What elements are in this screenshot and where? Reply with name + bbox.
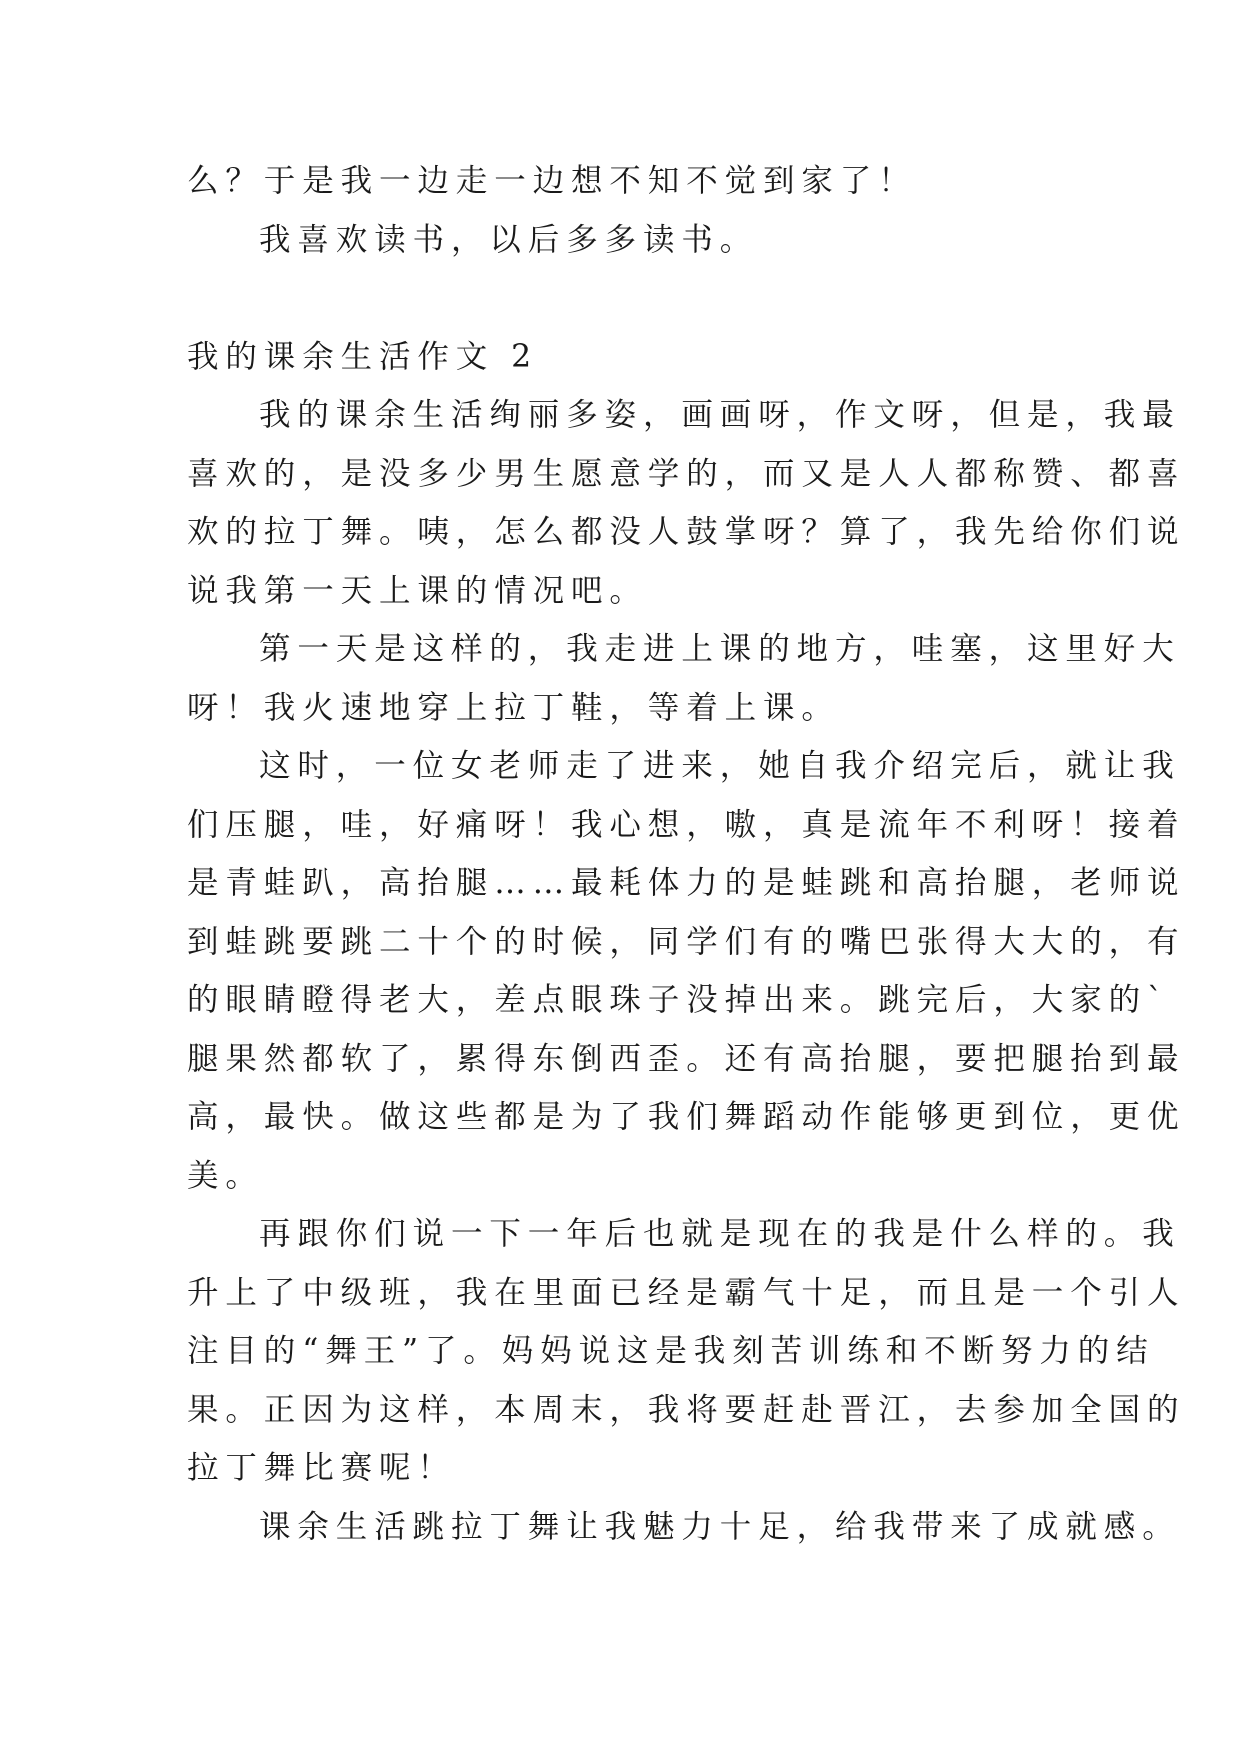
text-line: 我喜欢读书，以后多多读书。 — [259, 221, 759, 258]
paragraph — [187, 1205, 1186, 1498]
text-line: 们压腿，哇，好痛呀！我心想，嗷，真是流年不利呀！接着 — [187, 806, 1186, 843]
blank-line — [187, 269, 1067, 328]
document-body — [187, 152, 1186, 1556]
text-line: 高，最快。做这些都是为了我们舞蹈动作能够更到位，更优 — [187, 1099, 1186, 1135]
paragraph — [187, 386, 1186, 620]
text-line: 说我第一天上课的情况吧。 — [187, 572, 648, 609]
paragraph — [187, 620, 1181, 737]
paragraph — [187, 1498, 1181, 1557]
text-line: 是青蛙趴，高抬腿……最耗体力的是蛙跳和高抬腿，老师说 — [187, 865, 1186, 901]
text-line: 呀！我火速地穿上拉丁鞋，等着上课。 — [187, 689, 840, 726]
text-line: 美。 — [187, 1157, 264, 1194]
text-line: 的眼睛瞪得老大，差点眼珠子没掉出来。跳完后，大家的` — [187, 982, 1170, 1018]
text-line: 果。正因为这样，本周末，我将要赶赴晋江，去参加全国的 — [187, 1391, 1186, 1428]
essay-title: 我的课余生活作文 2 — [187, 338, 539, 375]
text-line: 这时，一位女老师走了进来，她自我介绍完后，就让我 — [259, 748, 1181, 784]
text-line: 课余生活跳拉丁舞让我魅力十足，给我带来了成就感。 — [259, 1508, 1181, 1545]
paragraph — [187, 737, 1186, 1205]
text-line: 注目的“舞王”了。妈妈说这是我刻苦训练和不断努力的结 — [187, 1333, 1155, 1369]
text-line: 么？于是我一边走一边想不知不觉到家了！ — [187, 163, 917, 199]
text-line: 到蛙跳要跳二十个的时候，同学们有的嘴巴张得大大的，有 — [187, 923, 1186, 960]
text-line: 升上了中级班，我在里面已经是霸气十足，而且是一个引人 — [187, 1274, 1186, 1311]
text-line: 第一天是这样的，我走进上课的地方，哇塞，这里好大 — [259, 631, 1181, 667]
text-line: 再跟你们说一下一年后也就是现在的我是什么样的。我 — [259, 1216, 1181, 1252]
text-line: 我的课余生活绚丽多姿，画画呀，作文呀，但是，我最 — [259, 397, 1181, 433]
text-line: 欢的拉丁舞。咦，怎么都没人鼓掌呀？算了，我先给你们说 — [187, 514, 1186, 550]
text-line: 腿果然都软了，累得东倒西歪。还有高抬腿，要把腿抬到最 — [187, 1040, 1186, 1077]
text-line: 拉丁舞比赛呢！ — [187, 1450, 456, 1486]
text-line: 喜欢的，是没多少男生愿意学的，而又是人人都称赞、都喜 — [187, 455, 1186, 492]
